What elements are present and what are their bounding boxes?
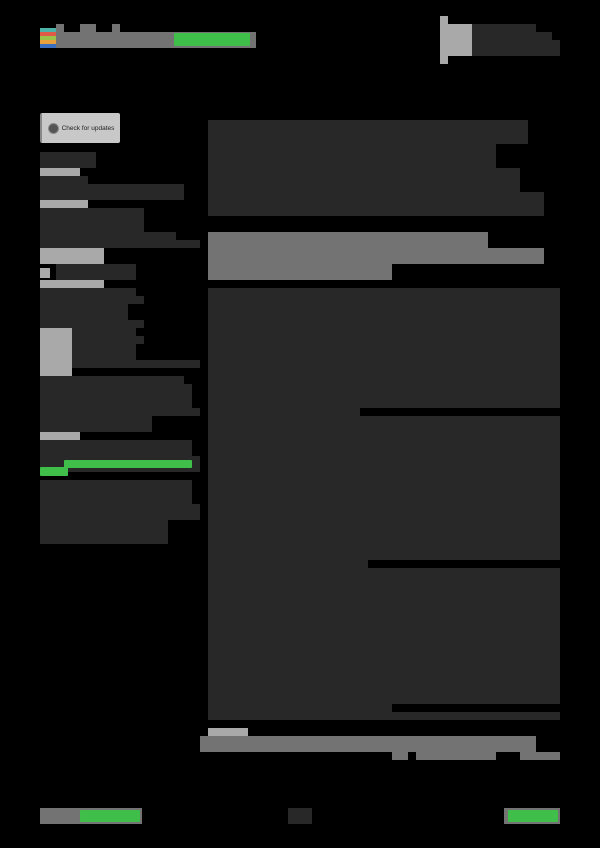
update-icon	[48, 123, 59, 134]
footnote-rule	[392, 712, 560, 720]
license-link[interactable]	[64, 460, 192, 468]
footer-link-doi[interactable]	[80, 810, 140, 822]
creative-commons-badge[interactable]	[40, 328, 72, 376]
publisher-name-ascender	[80, 24, 96, 32]
journal-cover[interactable]	[448, 24, 472, 56]
sidebar-text	[40, 304, 128, 320]
author-list-line	[208, 248, 544, 264]
sidebar-text	[40, 376, 184, 384]
check-for-updates-label: Check for updates	[61, 124, 115, 132]
sidebar-text	[40, 416, 152, 432]
keywords-line	[416, 752, 496, 760]
keywords	[200, 736, 536, 752]
footer-label	[40, 808, 80, 824]
sidebar-text	[40, 176, 88, 184]
orcid-icon[interactable]	[40, 268, 50, 278]
sidebar-text	[40, 384, 192, 408]
sidebar-text	[40, 288, 136, 296]
article-title-line	[208, 144, 496, 168]
publisher-logo-icon	[40, 28, 56, 48]
body-paragraph	[208, 488, 560, 560]
author-list-line	[208, 264, 392, 280]
journal-info-line	[472, 40, 560, 56]
body-paragraph-end	[208, 408, 360, 416]
journal-cover-spine	[440, 16, 448, 64]
journal-info-line	[472, 24, 536, 32]
footer-link-journal[interactable]	[508, 810, 558, 822]
page-number	[288, 808, 312, 824]
publisher-name	[56, 32, 171, 48]
sidebar-text	[40, 184, 184, 200]
sidebar-text	[72, 344, 136, 360]
sidebar-label	[40, 200, 88, 208]
sidebar-label	[40, 280, 104, 288]
sidebar-text	[40, 520, 168, 544]
journal-info-line	[472, 32, 552, 40]
author-list	[208, 232, 488, 248]
sidebar-label	[40, 248, 104, 264]
sidebar-label	[40, 432, 80, 440]
sidebar-text	[40, 296, 144, 304]
abstract-heading	[208, 288, 560, 304]
sidebar-text	[56, 264, 136, 280]
keywords-line	[392, 752, 408, 760]
article-title	[208, 120, 528, 144]
body-paragraph-end	[208, 560, 368, 568]
keywords-line	[520, 752, 560, 760]
sidebar-text	[40, 504, 200, 520]
sidebar-text	[40, 480, 192, 504]
body-paragraph-end	[208, 704, 392, 720]
sidebar-text	[40, 408, 200, 416]
sidebar-text	[40, 240, 200, 248]
body-paragraph	[208, 568, 560, 704]
sidebar-text	[40, 440, 192, 456]
body-paragraph	[208, 304, 560, 408]
journal-name[interactable]	[174, 33, 250, 46]
sidebar-text	[72, 360, 200, 368]
sidebar-text	[40, 232, 176, 240]
sidebar-text	[72, 336, 144, 344]
publisher-name-ascender	[112, 24, 120, 32]
check-for-updates-button[interactable]	[40, 113, 120, 143]
sidebar-text	[40, 208, 144, 232]
sidebar-label	[40, 168, 80, 176]
sidebar-text	[72, 328, 136, 336]
article-title-line	[208, 192, 544, 216]
license-link-wrap[interactable]	[40, 467, 68, 476]
sidebar-heading	[40, 152, 96, 168]
body-paragraph	[208, 416, 560, 488]
article-title-line	[208, 168, 520, 192]
sidebar-text	[40, 320, 144, 328]
